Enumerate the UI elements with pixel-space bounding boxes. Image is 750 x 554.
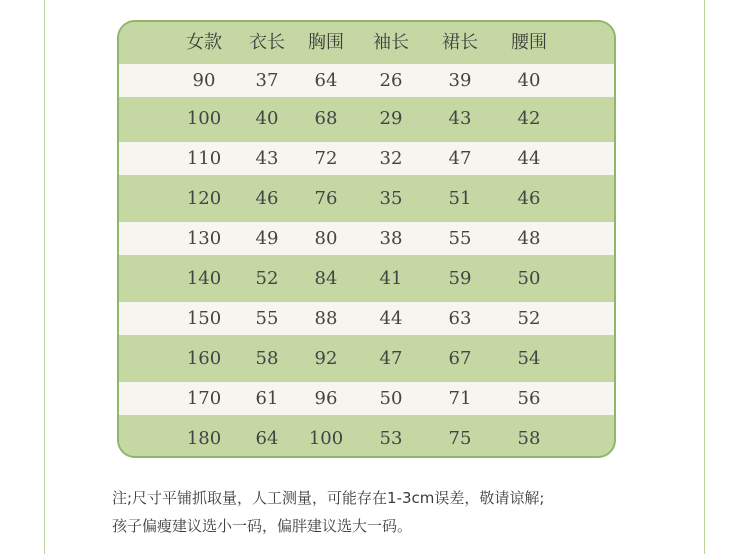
table-row (119, 422, 614, 455)
table-row (119, 302, 614, 335)
header-cell-size: 女款 (186, 32, 222, 53)
header-cell-chest: 胸围 (308, 32, 344, 53)
table-cell: 32 (379, 147, 403, 169)
header-cell-skirt-length: 裙长 (442, 32, 478, 53)
table-cell: 42 (517, 107, 541, 129)
table-cell: 43 (448, 107, 472, 129)
table-cell: 84 (314, 267, 338, 289)
note-line-fit-advice: 孩子偏瘦建议选小一码，偏胖建议选大一码。 (112, 517, 413, 535)
table-cell: 35 (379, 187, 403, 209)
table-cell: 63 (448, 307, 472, 329)
table-cell: 130 (186, 227, 222, 249)
table-cell: 52 (517, 307, 541, 329)
table-cell: 39 (448, 69, 472, 91)
table-cell: 51 (448, 187, 472, 209)
table-cell: 40 (255, 107, 279, 129)
table-cell: 44 (517, 147, 541, 169)
table-row (119, 262, 614, 295)
table-cell: 38 (379, 227, 403, 249)
table-cell: 49 (255, 227, 279, 249)
right-guide-line (704, 0, 705, 554)
table-cell: 88 (314, 307, 338, 329)
header-cell-length: 衣长 (249, 32, 285, 53)
table-cell: 48 (517, 227, 541, 249)
note-line-measurement: 注;尺寸平铺抓取量，人工测量，可能存在1-3cm误差，敬请谅解; (112, 489, 545, 507)
table-cell: 110 (186, 147, 222, 169)
table-row (119, 222, 614, 255)
table-cell: 53 (379, 427, 403, 449)
table-cell: 37 (255, 69, 279, 91)
table-cell: 100 (308, 427, 344, 449)
left-guide-line (44, 0, 45, 554)
table-cell: 64 (255, 427, 279, 449)
table-cell: 68 (314, 107, 338, 129)
table-cell: 55 (255, 307, 279, 329)
table-row (119, 342, 614, 375)
header-cell-waist: 腰围 (511, 32, 547, 53)
table-cell: 58 (255, 347, 279, 369)
table-cell: 40 (517, 69, 541, 91)
table-cell: 80 (314, 227, 338, 249)
table-cell: 140 (186, 267, 222, 289)
table-cell: 160 (186, 347, 222, 369)
table-cell: 55 (448, 227, 472, 249)
table-cell: 90 (192, 69, 216, 91)
table-cell: 29 (379, 107, 403, 129)
table-cell: 46 (517, 187, 541, 209)
size-table (117, 20, 616, 458)
table-cell: 52 (255, 267, 279, 289)
header-cell-sleeve: 袖长 (373, 32, 409, 53)
table-cell: 44 (379, 307, 403, 329)
table-cell: 43 (255, 147, 279, 169)
table-cell: 50 (517, 267, 541, 289)
table-cell: 92 (314, 347, 338, 369)
table-cell: 75 (448, 427, 472, 449)
table-cell: 180 (186, 427, 222, 449)
table-cell: 76 (314, 187, 338, 209)
table-row (119, 182, 614, 215)
size-note (112, 484, 692, 540)
table-cell: 100 (186, 107, 222, 129)
table-cell: 26 (379, 69, 403, 91)
table-cell: 47 (448, 147, 472, 169)
table-cell: 170 (186, 387, 222, 409)
table-cell: 47 (379, 347, 403, 369)
table-cell: 96 (314, 387, 338, 409)
table-cell: 120 (186, 187, 222, 209)
table-cell: 46 (255, 187, 279, 209)
table-row (119, 64, 614, 97)
table-cell: 59 (448, 267, 472, 289)
table-cell: 71 (448, 387, 472, 409)
table-header-row (119, 22, 614, 64)
table-cell: 56 (517, 387, 541, 409)
table-cell: 64 (314, 69, 338, 91)
table-cell: 67 (448, 347, 472, 369)
table-cell: 58 (517, 427, 541, 449)
table-row (119, 102, 614, 135)
table-row (119, 142, 614, 175)
table-cell: 50 (379, 387, 403, 409)
table-cell: 72 (314, 147, 338, 169)
table-cell: 54 (517, 347, 541, 369)
table-cell: 150 (186, 307, 222, 329)
table-row (119, 382, 614, 415)
table-cell: 61 (255, 387, 279, 409)
table-cell: 41 (379, 267, 403, 289)
